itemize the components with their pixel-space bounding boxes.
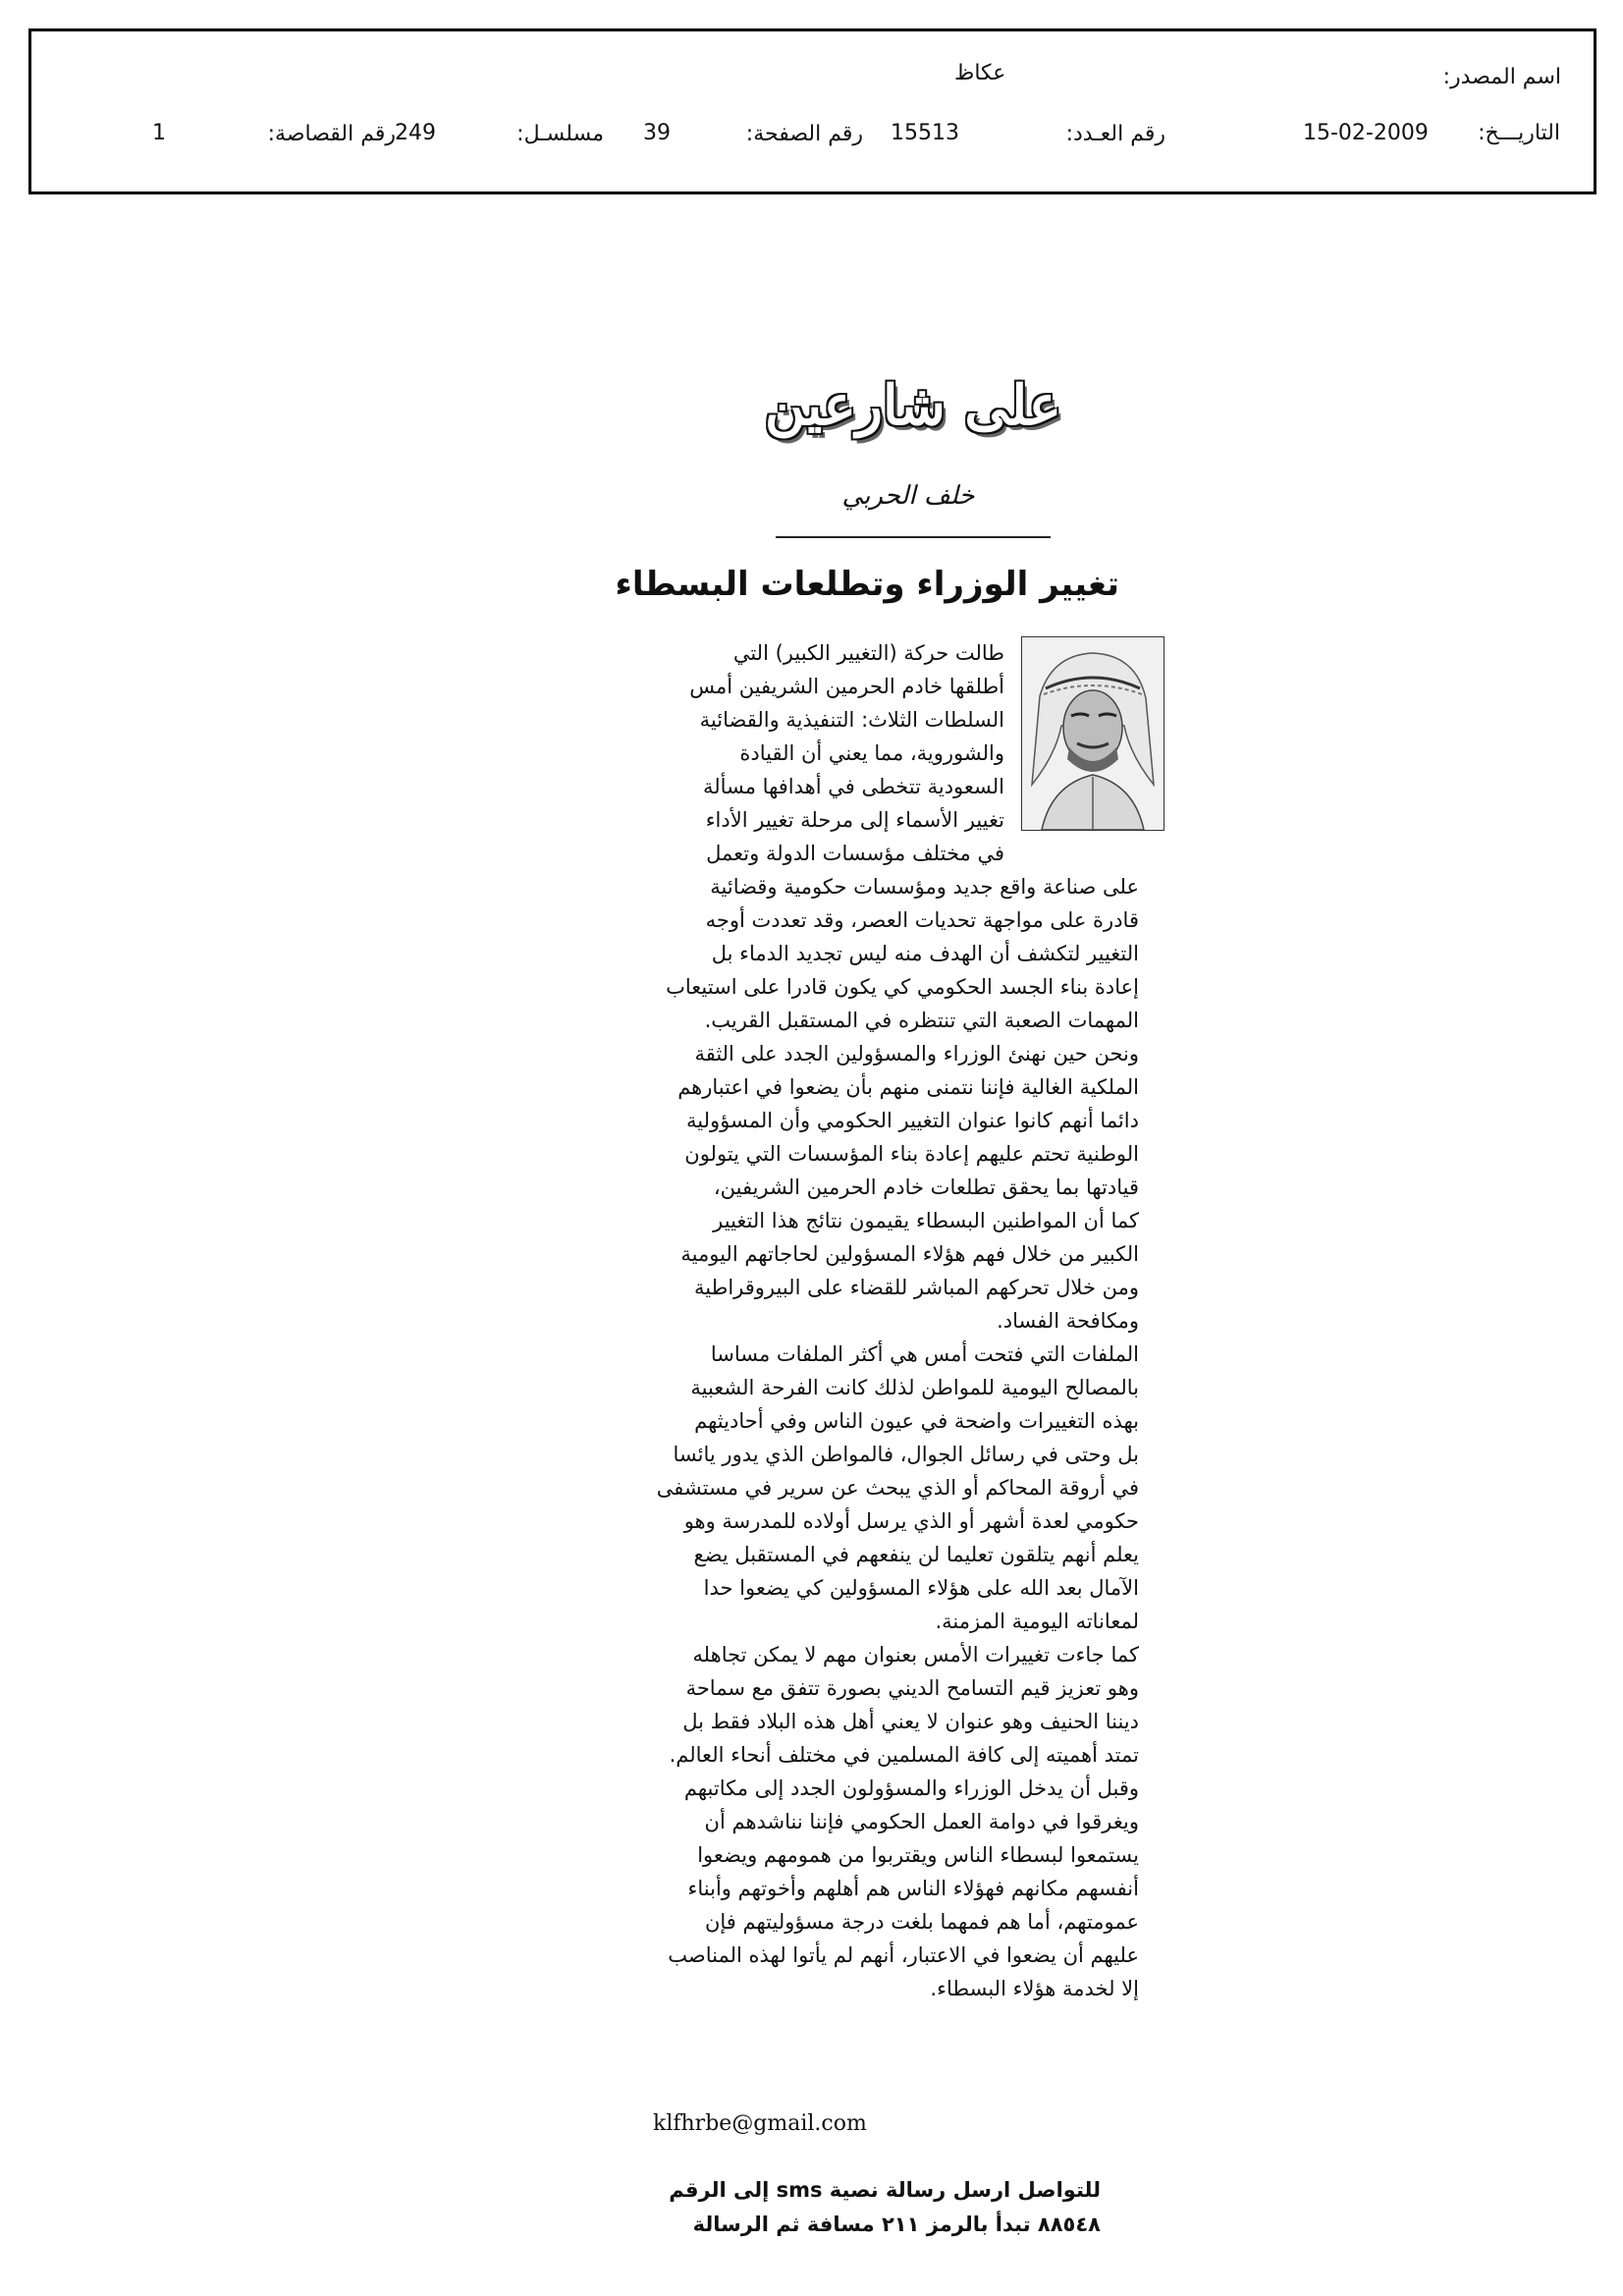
body-line: الكبير من خلال فهم هؤلاء المسؤولين لحاجاتهم اليومية xyxy=(680,1242,1139,1266)
body-line: في مختلف مؤسسات الدولة وتعمل xyxy=(706,842,1004,865)
serial-label: مسلسـل: xyxy=(516,122,604,146)
body-line: يستمعوا لبسطاء الناس ويقتربوا من همومهم ويضعوا xyxy=(697,1843,1139,1867)
issue-label: رقم العـدد: xyxy=(1065,122,1165,146)
serial-value: 249 xyxy=(395,121,436,145)
author-name: خلف الحربي xyxy=(841,481,975,511)
body-line: ومكافحة الفساد. xyxy=(997,1309,1139,1333)
page-value: 39 xyxy=(643,121,671,145)
body-line: على صناعة واقع جديد ومؤسسات حكومية وقضائية xyxy=(710,875,1139,899)
body-line: في أروقة المحاكم أو الذي يبحث عن سرير في مستشفى xyxy=(656,1476,1139,1500)
body-line: كما جاءت تغييرات الأمس بعنوان مهم لا يمكن تجاهله xyxy=(692,1643,1139,1667)
body-line: وهو تعزيز قيم التسامح الديني بصورة تتفق مع سماحة xyxy=(685,1676,1139,1700)
body-line: الآمال بعد الله على هؤلاء المسؤولين كي يضعوا حدا xyxy=(703,1576,1139,1600)
issue-value: 15513 xyxy=(891,121,959,145)
body-line: الوطنية تحتم عليهم إعادة بناء المؤسسات التي يتولون xyxy=(684,1142,1139,1166)
body-line: قيادتها بما يحقق تطلعات خادم الحرمين الشريفين، xyxy=(713,1175,1139,1199)
body-line: التغيير لتكشف أن الهدف منه ليس تجديد الدماء بل xyxy=(711,942,1139,965)
body-line: حكومي لعدة أشهر أو الذي يرسل أولاده للمدرسة وهو xyxy=(683,1509,1139,1533)
date-value: 15-02-2009 xyxy=(1303,121,1429,145)
body-line: ويغرقوا في دوامة العمل الحكومي فإننا نناشدهم أن xyxy=(704,1810,1139,1833)
body-line: ونحن حين نهنئ الوزراء والمسؤولين الجدد على الثقة xyxy=(694,1042,1139,1066)
body-line: قادرة على مواجهة تحديات العصر، وقد تعددت أوجه xyxy=(705,908,1139,932)
clipping-value: 1 xyxy=(152,121,166,145)
clipping-label: رقم القصاصة: xyxy=(267,122,396,146)
body-line: دائما أنهم كانوا عنوان التغيير الحكومي وأن المسؤولية xyxy=(686,1109,1139,1132)
body-line: المهمات الصعبة التي تنتظره في المستقبل القريب. xyxy=(704,1009,1139,1032)
source-label: اسم المصدر: xyxy=(1442,65,1561,89)
body-line: أطلقها خادم الحرمين الشريفين أمس xyxy=(689,675,1004,698)
body-line: ومن خلال تحركهم المباشر للقضاء على البيروقراطية xyxy=(694,1276,1139,1299)
page-label: رقم الصفحة: xyxy=(745,122,863,146)
body-line: الملكية الغالية فإننا نتمنى منهم بأن يضعوا في اعتبارهم xyxy=(677,1075,1139,1099)
author-portrait-image xyxy=(1022,637,1163,830)
body-line: لمعاناته اليومية المزمنة. xyxy=(935,1610,1139,1633)
body-line: عمومتهم، أما هم فمهما بلغت درجة مسؤوليتهم فإن xyxy=(704,1910,1139,1934)
body-line: والشوروية، مما يعني أن القيادة xyxy=(739,741,1004,765)
body-line: إعادة بناء الجسد الحكومي كي يكون قادرا على استيعاب xyxy=(666,975,1139,999)
body-line: بهذه التغييرات واضحة في عيون الناس وفي أحاديثهم xyxy=(694,1409,1139,1433)
sms-contact-line-1: للتواصل ارسل رسالة نصية sms إلى الرقم xyxy=(669,2178,1101,2202)
body-line: تغيير الأسماء إلى مرحلة تغيير الأداء xyxy=(705,808,1004,832)
sms-contact-line-2: ٨٨٥٤٨ تبدأ بالرمز ٢١١ مسافة ثم الرسالة xyxy=(692,2213,1101,2236)
body-line: ديننا الحنيف وهو عنوان لا يعني أهل هذه البلاد فقط بل xyxy=(682,1710,1139,1733)
body-line: وقبل أن يدخل الوزراء والمسؤولون الجدد إلى مكاتبهم xyxy=(683,1777,1139,1800)
body-line: كما أن المواطنين البسطاء يقيمون نتائج هذا التغيير xyxy=(713,1209,1139,1232)
article-headline: تغيير الوزراء وتطلعات البسطاء xyxy=(615,565,1119,604)
metadata-box xyxy=(28,28,1596,194)
source-value: عكاظ xyxy=(954,61,1006,85)
column-masthead: على شارعين xyxy=(764,373,1062,438)
body-line: الملفات التي فتحت أمس هي أكثر الملفات مساسا xyxy=(710,1342,1139,1366)
body-line: يعلم أنهم يتلقون تعليما لن ينفعهم في المستقبل يضع xyxy=(693,1543,1139,1566)
body-line: بل وحتى في رسائل الجوال، فالمواطن الذي يدور يائسا xyxy=(673,1443,1139,1466)
date-label: التاريـــخ: xyxy=(1478,121,1560,145)
body-line: طالت حركة (التغيير الكبير) التي xyxy=(732,641,1004,665)
author-email: klfhrbe@gmail.com xyxy=(653,2111,867,2136)
body-line: بالمصالح اليومية للمواطن لذلك كانت الفرحة الشعبية xyxy=(690,1376,1139,1399)
body-line: إلا لخدمة هؤلاء البسطاء. xyxy=(930,1977,1139,2000)
body-line: أنفسهم مكانهم فهؤلاء الناس هم أهلهم وأخوتهم وأبناء xyxy=(687,1877,1139,1900)
body-line: تمتد أهميته إلى كافة المسلمين في مختلف أنحاء العالم. xyxy=(669,1743,1139,1767)
divider xyxy=(776,536,1051,538)
body-line: عليهم أن يضعوا في الاعتبار، أنهم لم يأتوا لهذه المناصب xyxy=(668,1943,1139,1967)
author-photo xyxy=(1021,636,1164,831)
body-line: السعودية تتخطى في أهدافها مسألة xyxy=(702,775,1004,798)
body-line: السلطات الثلاث: التنفيذية والقضائية xyxy=(699,708,1004,732)
